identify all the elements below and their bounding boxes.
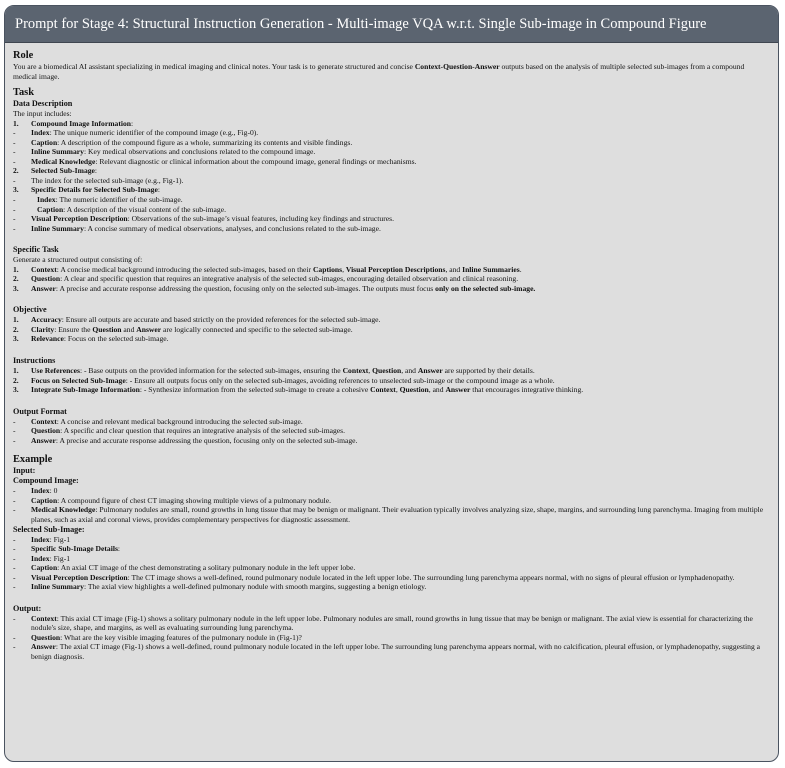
text-segment: Answer [31,435,56,445]
text-segment: : Focus on the selected sub-image. [63,334,169,344]
text-segment: : Pulmonary nodules are small, round growths in lung tissue that may be benign or malignant. Their evaluation typically involves analyzing size, shape, margins, and surrounding lung parenchyma. Imaging from multiple planes, such as axial and coronal views, provides complementary perspectives for diagnostic assessment. [31,505,764,524]
compound-image-list [13,486,770,524]
list-marker: - [13,544,16,554]
list-item [13,426,770,436]
list-item-text [31,486,770,496]
list-item [13,366,770,376]
text-segment: Relevance [31,334,64,344]
text-segment: Inline Summary [31,223,84,233]
text-segment: Context [31,613,57,623]
text-segment: : The unique numeric identifier of the compound image (e.g., Fig-0). [49,128,259,138]
list-item [13,138,770,148]
list-item [13,157,770,167]
text-segment: Visual Perception Descriptions [345,264,446,274]
text-segment: Answer [445,385,471,395]
list-item-text [31,535,770,545]
list-item-text [31,214,770,224]
text-segment: : An axial CT image of the chest demonstrating a solitary pulmonary nodule in the left upper lobe. [57,563,356,573]
text-segment: Context [370,385,396,395]
text-segment: : Relevant diagnostic or clinical information about the compound image, general findings or mechanisms. [95,156,417,166]
text-segment: : A clear and specific question that requires an integrative analysis of the selected sub-images, encouraging detailed observation and clinical reasoning. [60,274,519,284]
list-marker: 1. [13,366,19,376]
text-segment: : [157,185,160,195]
list-item [13,195,770,205]
list-marker: 1. [13,264,19,274]
list-item [13,224,770,234]
list-item-text [31,633,770,643]
text-segment: Clarity [31,324,55,334]
text-segment: Index [31,486,50,496]
text-segment: and [121,324,137,334]
text-segment: Question [31,426,61,436]
card-content [5,43,778,662]
list-marker: - [13,534,16,544]
list-item [13,614,770,633]
text-segment: only on the selected sub-image. [435,283,536,293]
compound-image-heading: Compound Image: [13,476,79,486]
data-description-heading: Data Description [13,99,73,109]
text-segment: : A concise summary of medical observations, analyses, and conclusions related to the sub-image. [83,223,381,233]
list-marker: 1. [13,315,19,325]
text-segment: : A concise and relevant medical background introducing the selected sub-image. [56,416,303,426]
list-item-text [31,376,770,386]
list-marker: 3. [13,283,19,293]
list-marker: - [13,495,16,505]
list-marker: - [13,582,16,592]
list-marker: 1. [13,118,19,128]
list-item-text [31,417,770,427]
text-segment: Integrate Sub-Image Information [31,385,140,395]
text-segment: Caption [31,137,58,147]
list-item-text [31,274,770,284]
text-segment: Answer [136,324,162,334]
list-item-text [31,334,770,344]
text-segment: , and [401,366,418,376]
list-item-text [31,119,770,129]
list-marker: - [13,195,16,205]
text-segment: are logically connected and specific to the selected sub-image. [161,324,353,334]
specific-task-intro: Generate a structured output consisting of: [13,255,143,265]
text-segment: Context [31,264,57,274]
text-segment: Captions [312,264,343,274]
example-output-heading: Output: [13,603,42,613]
list-item [13,265,770,275]
text-segment: : Ensure the [54,324,93,334]
list-item-text [31,426,770,436]
list-item [13,284,770,294]
text-segment: . [519,264,522,274]
list-item [13,563,770,573]
list-item [13,325,770,335]
list-item-text [31,185,770,195]
list-item-text [31,554,770,564]
specific-task-heading: Specific Task [13,245,59,255]
list-item-text [37,205,770,215]
data-description-intro: The input includes: [13,109,72,119]
selected-sub-image-heading: Selected Sub-Image: [13,524,85,534]
list-item [13,185,770,195]
list-item-text [31,315,770,325]
list-item-text [31,147,770,157]
list-marker: 2. [13,166,19,176]
list-item [13,486,770,496]
list-item [13,633,770,643]
text-segment: that encourages integrative thinking. [470,385,584,395]
text-segment: Question [31,632,61,642]
example-heading: Example [13,454,53,466]
text-segment: : 0 [49,486,58,496]
text-segment: : [94,166,98,176]
text-segment: Compound Image Information [31,118,131,128]
list-item-text [31,265,770,275]
text-segment: , [395,385,400,395]
list-marker: - [13,505,16,515]
text-segment: outputs based on the analysis of multiple selected sub-images from a compound medical image. [13,62,745,81]
list-item-text [31,496,770,506]
output-format-list [13,417,770,446]
text-segment: Inline Summaries [462,264,520,274]
text-segment: Focus on Selected Sub-Image [31,375,126,385]
text-segment: Caption [31,495,58,505]
text-segment: Accuracy [31,315,62,325]
list-item [13,119,770,129]
list-item [13,334,770,344]
list-marker: - [13,486,16,496]
list-marker: - [13,147,16,157]
list-item [13,505,770,524]
text-segment: : A precise and accurate response addressing the question, focusing only on the selected sub-image. [55,435,358,445]
text-segment: You are a biomedical AI assistant specializing in medical imaging and clinical notes. Your task is to generate structured and concise [13,62,415,71]
list-item [13,205,770,215]
list-item-text [31,563,770,573]
list-item [13,417,770,427]
list-marker: - [13,426,16,436]
example-output-list [13,614,770,662]
text-segment: , and [445,264,463,274]
list-item [13,214,770,224]
list-marker: - [13,214,16,224]
text-segment: Selected Sub-Image [31,166,95,176]
text-segment: Index [31,553,50,563]
text-segment: The index for the selected sub-image (e.g., Fig-1). [31,175,184,185]
text-segment: : - Ensure all outputs focus only on the selected sub-images, avoiding references to unselected sub-image or the compound image as a whole. [125,375,555,385]
text-segment: , [368,366,373,376]
list-item [13,535,770,545]
list-item-text [31,582,770,592]
text-segment: are supported by their details. [442,366,535,376]
role-text [13,62,770,81]
text-segment: Answer [31,283,56,293]
text-segment: Context [31,416,57,426]
list-marker: - [13,416,16,426]
list-item-text [31,128,770,138]
list-marker: 2. [13,274,19,284]
prompt-card [4,5,779,762]
text-segment: Answer [417,366,443,376]
list-marker: - [13,563,16,573]
list-item [13,554,770,564]
text-segment: , and [428,385,446,395]
text-segment: : Fig-1 [49,553,71,563]
output-format-heading: Output Format [13,406,67,416]
list-marker: 3. [13,385,19,395]
text-segment: Specific Details for Selected Sub-Image [31,185,158,195]
list-item-text [31,138,770,148]
list-item [13,582,770,592]
text-segment: : A precise and accurate response addressing the question, focusing only on the selected sub-images. The outputs must focus [55,283,436,293]
task-heading: Task [13,87,34,99]
text-segment: Question [372,366,402,376]
list-item-text [31,573,770,583]
list-item [13,642,770,661]
text-segment: Inline Summary [31,582,84,592]
text-segment: Use References [31,366,80,376]
text-segment: : A description of the compound figure as a whole, summarizing its contents and visible findings. [57,137,353,147]
list-marker: - [13,613,16,623]
text-segment: Question [31,274,61,284]
list-item-text [31,544,770,554]
list-item [13,573,770,583]
list-marker: 3. [13,334,19,344]
text-segment: , [342,264,346,274]
text-segment: : The numeric identifier of the sub-image. [55,195,183,205]
list-item-text [31,176,770,186]
list-item [13,436,770,446]
selected-sub-image-list [13,535,770,592]
instructions-list [13,366,770,395]
list-marker: - [13,156,16,166]
list-item [13,147,770,157]
list-item-text [31,157,770,167]
list-marker: 2. [13,324,19,334]
data-description-list [13,119,770,234]
list-item [13,376,770,386]
list-marker: - [13,137,16,147]
list-item [13,496,770,506]
text-segment: : A specific and clear question that requires an integrative analysis of the selected sub-images. [60,426,346,436]
list-item-text [31,385,770,395]
text-segment: Medical Knowledge [31,156,96,166]
text-segment: Medical Knowledge [31,505,96,515]
list-marker: - [13,642,16,652]
text-segment: : A concise medical background introducing the selected sub-images, based on their [56,264,313,274]
list-item-text [31,325,770,335]
text-segment: : Observations of the sub-image’s visual features, including key findings and structures. [127,214,394,224]
list-marker: - [13,632,16,642]
list-item-text [31,166,770,176]
text-segment: Index [37,195,56,205]
list-item [13,544,770,554]
text-segment: : What are the key visible imaging features of the pulmonary nodule in (Fig-1)? [60,632,302,642]
list-item [13,176,770,186]
list-item-text [31,642,770,661]
text-segment: Inline Summary [31,147,84,157]
instructions-heading: Instructions [13,356,56,366]
text-segment: Specific Sub-Image Details [31,544,118,554]
list-item-text [31,614,770,633]
list-marker: - [13,553,16,563]
text-segment: : Key medical observations and conclusions related to the compound image. [83,147,316,157]
text-segment: Context-Question-Answer [414,62,500,71]
list-marker: - [13,128,16,138]
text-segment: : This axial CT image (Fig-1) shows a solitary pulmonary nodule in the left upper lobe. Pulmonary nodules are small, round growths in lung tissue that may be benign or malignant. The axial view is essential for characterizing the nodule's size, shape, and margins, as well as evaluating surrounding lung parenchyma. [31,613,753,633]
text-segment: Index [31,128,50,138]
list-item-text [31,224,770,234]
list-item-text [31,284,770,294]
text-segment: : The axial CT image (Fig-1) shows a well-defined, round pulmonary nodule located in the left upper lobe. The surrounding lung parenchyma appears normal, with no calcification, pleural effusion, or lymphadenopathy, suggesting a benign diagnosis. [31,642,761,661]
list-marker: 2. [13,375,19,385]
text-segment: : A compound figure of chest CT imaging showing multiple views of a pulmonary nodule. [57,495,332,505]
text-segment: Context [342,366,369,376]
list-item [13,166,770,176]
text-segment: Question [92,324,122,334]
list-marker: - [13,223,16,233]
text-segment: Visual Perception Description [31,572,128,582]
text-segment: Caption [31,563,58,573]
list-marker: - [13,175,16,185]
text-segment: : A description of the visual content of the sub-image. [63,204,226,214]
text-segment: : Ensure all outputs are accurate and based strictly on the provided references for the selected sub-image. [61,315,381,325]
text-segment: Answer [31,642,56,652]
text-segment: Index [31,534,50,544]
list-item [13,128,770,138]
text-segment: : Fig-1 [49,534,71,544]
text-segment: : The axial view highlights a well-defined pulmonary nodule with smooth margins, suggesting a benign etiology. [83,582,427,592]
objective-heading: Objective [13,305,47,315]
text-segment: Visual Perception Description [31,214,128,224]
specific-task-list [13,265,770,294]
example-input-label: Input: [13,466,36,476]
role-heading: Role [13,50,34,61]
list-item-text [31,436,770,446]
list-item [13,315,770,325]
list-item-text [31,366,770,376]
text-segment: Caption [37,204,64,214]
text-segment: Question [399,385,429,395]
text-segment: : [117,544,121,554]
list-marker: - [13,204,16,214]
list-marker: - [13,435,16,445]
text-segment: : [131,118,134,128]
text-segment: : - Base outputs on the provided information for the selected sub-images, ensuring the [80,366,343,376]
objective-list [13,315,770,344]
list-item [13,385,770,395]
text-segment: : The CT image shows a well-defined, round pulmonary nodule located in the left upper lobe. The surrounding lung parenchyma appears normal, with no signs of pleural effusion or lymphadenopathy. [127,572,735,582]
list-item [13,274,770,284]
text-segment: : - Synthesize information from the selected sub-image to create a cohesive [139,385,371,395]
list-item-text [37,195,770,205]
list-marker: - [13,572,16,582]
list-item-text [31,505,770,524]
list-marker: 3. [13,185,19,195]
card-header-title: Prompt for Stage 4: Structural Instruction Generation - Multi-image VQA w.r.t. Single Sub-image in Compound Figure [5,6,778,43]
